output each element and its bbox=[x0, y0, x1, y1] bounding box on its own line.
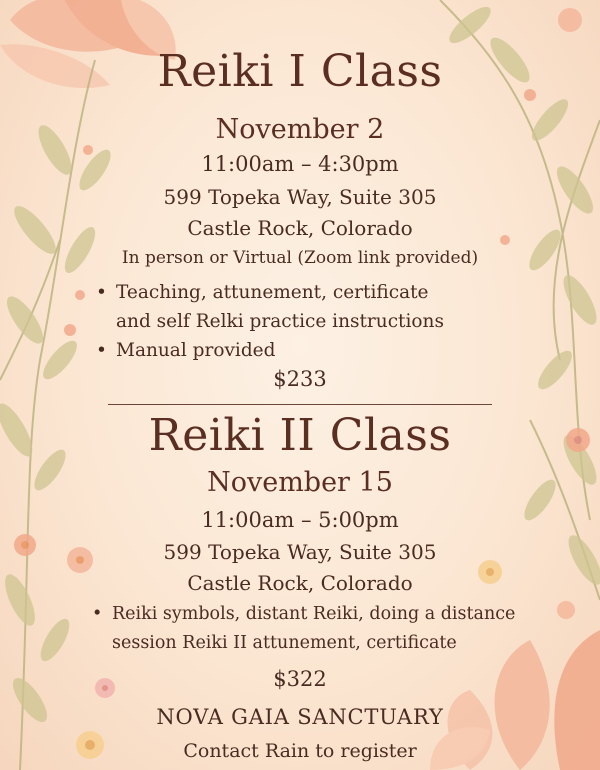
class2-bullet-1 bbox=[90, 600, 530, 658]
organization-name: NOVA GAIA SANCTUARY bbox=[156, 705, 444, 729]
class1-address: 599 Topeka Way, Suite 305 bbox=[163, 185, 437, 209]
class2-title: Reiki II Class bbox=[148, 410, 452, 461]
class2-date: November 15 bbox=[207, 467, 393, 498]
contact-line: Contact Rain to register bbox=[183, 740, 417, 762]
class2-price: $322 bbox=[273, 667, 327, 691]
class1-mode: In person or Virtual (Zoom link provided) bbox=[121, 248, 479, 268]
section-divider bbox=[108, 404, 492, 405]
class1-city: Castle Rock, Colorado bbox=[187, 216, 413, 240]
class2-address: 599 Topeka Way, Suite 305 bbox=[163, 540, 437, 564]
class2-time: 11:00am – 5:00pm bbox=[201, 508, 399, 532]
class1-bullet-list bbox=[94, 278, 534, 365]
class2-bullet-list bbox=[90, 600, 530, 658]
class1-date: November 2 bbox=[215, 114, 385, 145]
class1-bullet-2 bbox=[94, 336, 534, 365]
bullet-text: Teaching, attunement, certificate bbox=[116, 282, 429, 303]
bullet-text: and self Relki practice instructions bbox=[116, 311, 444, 332]
class1-time: 11:00am – 4:30pm bbox=[201, 152, 399, 176]
class1-price: $233 bbox=[273, 367, 327, 391]
bullet-text: session Reiki II attunement, certificate bbox=[112, 633, 457, 653]
class2-city: Castle Rock, Colorado bbox=[187, 571, 413, 595]
bullet-text: Reiki symbols, distant Reiki, doing a distance bbox=[112, 604, 516, 624]
bullet-text: Manual provided bbox=[116, 340, 276, 361]
class1-title: Reiki I Class bbox=[157, 46, 443, 97]
class1-bullet-1 bbox=[94, 278, 534, 336]
